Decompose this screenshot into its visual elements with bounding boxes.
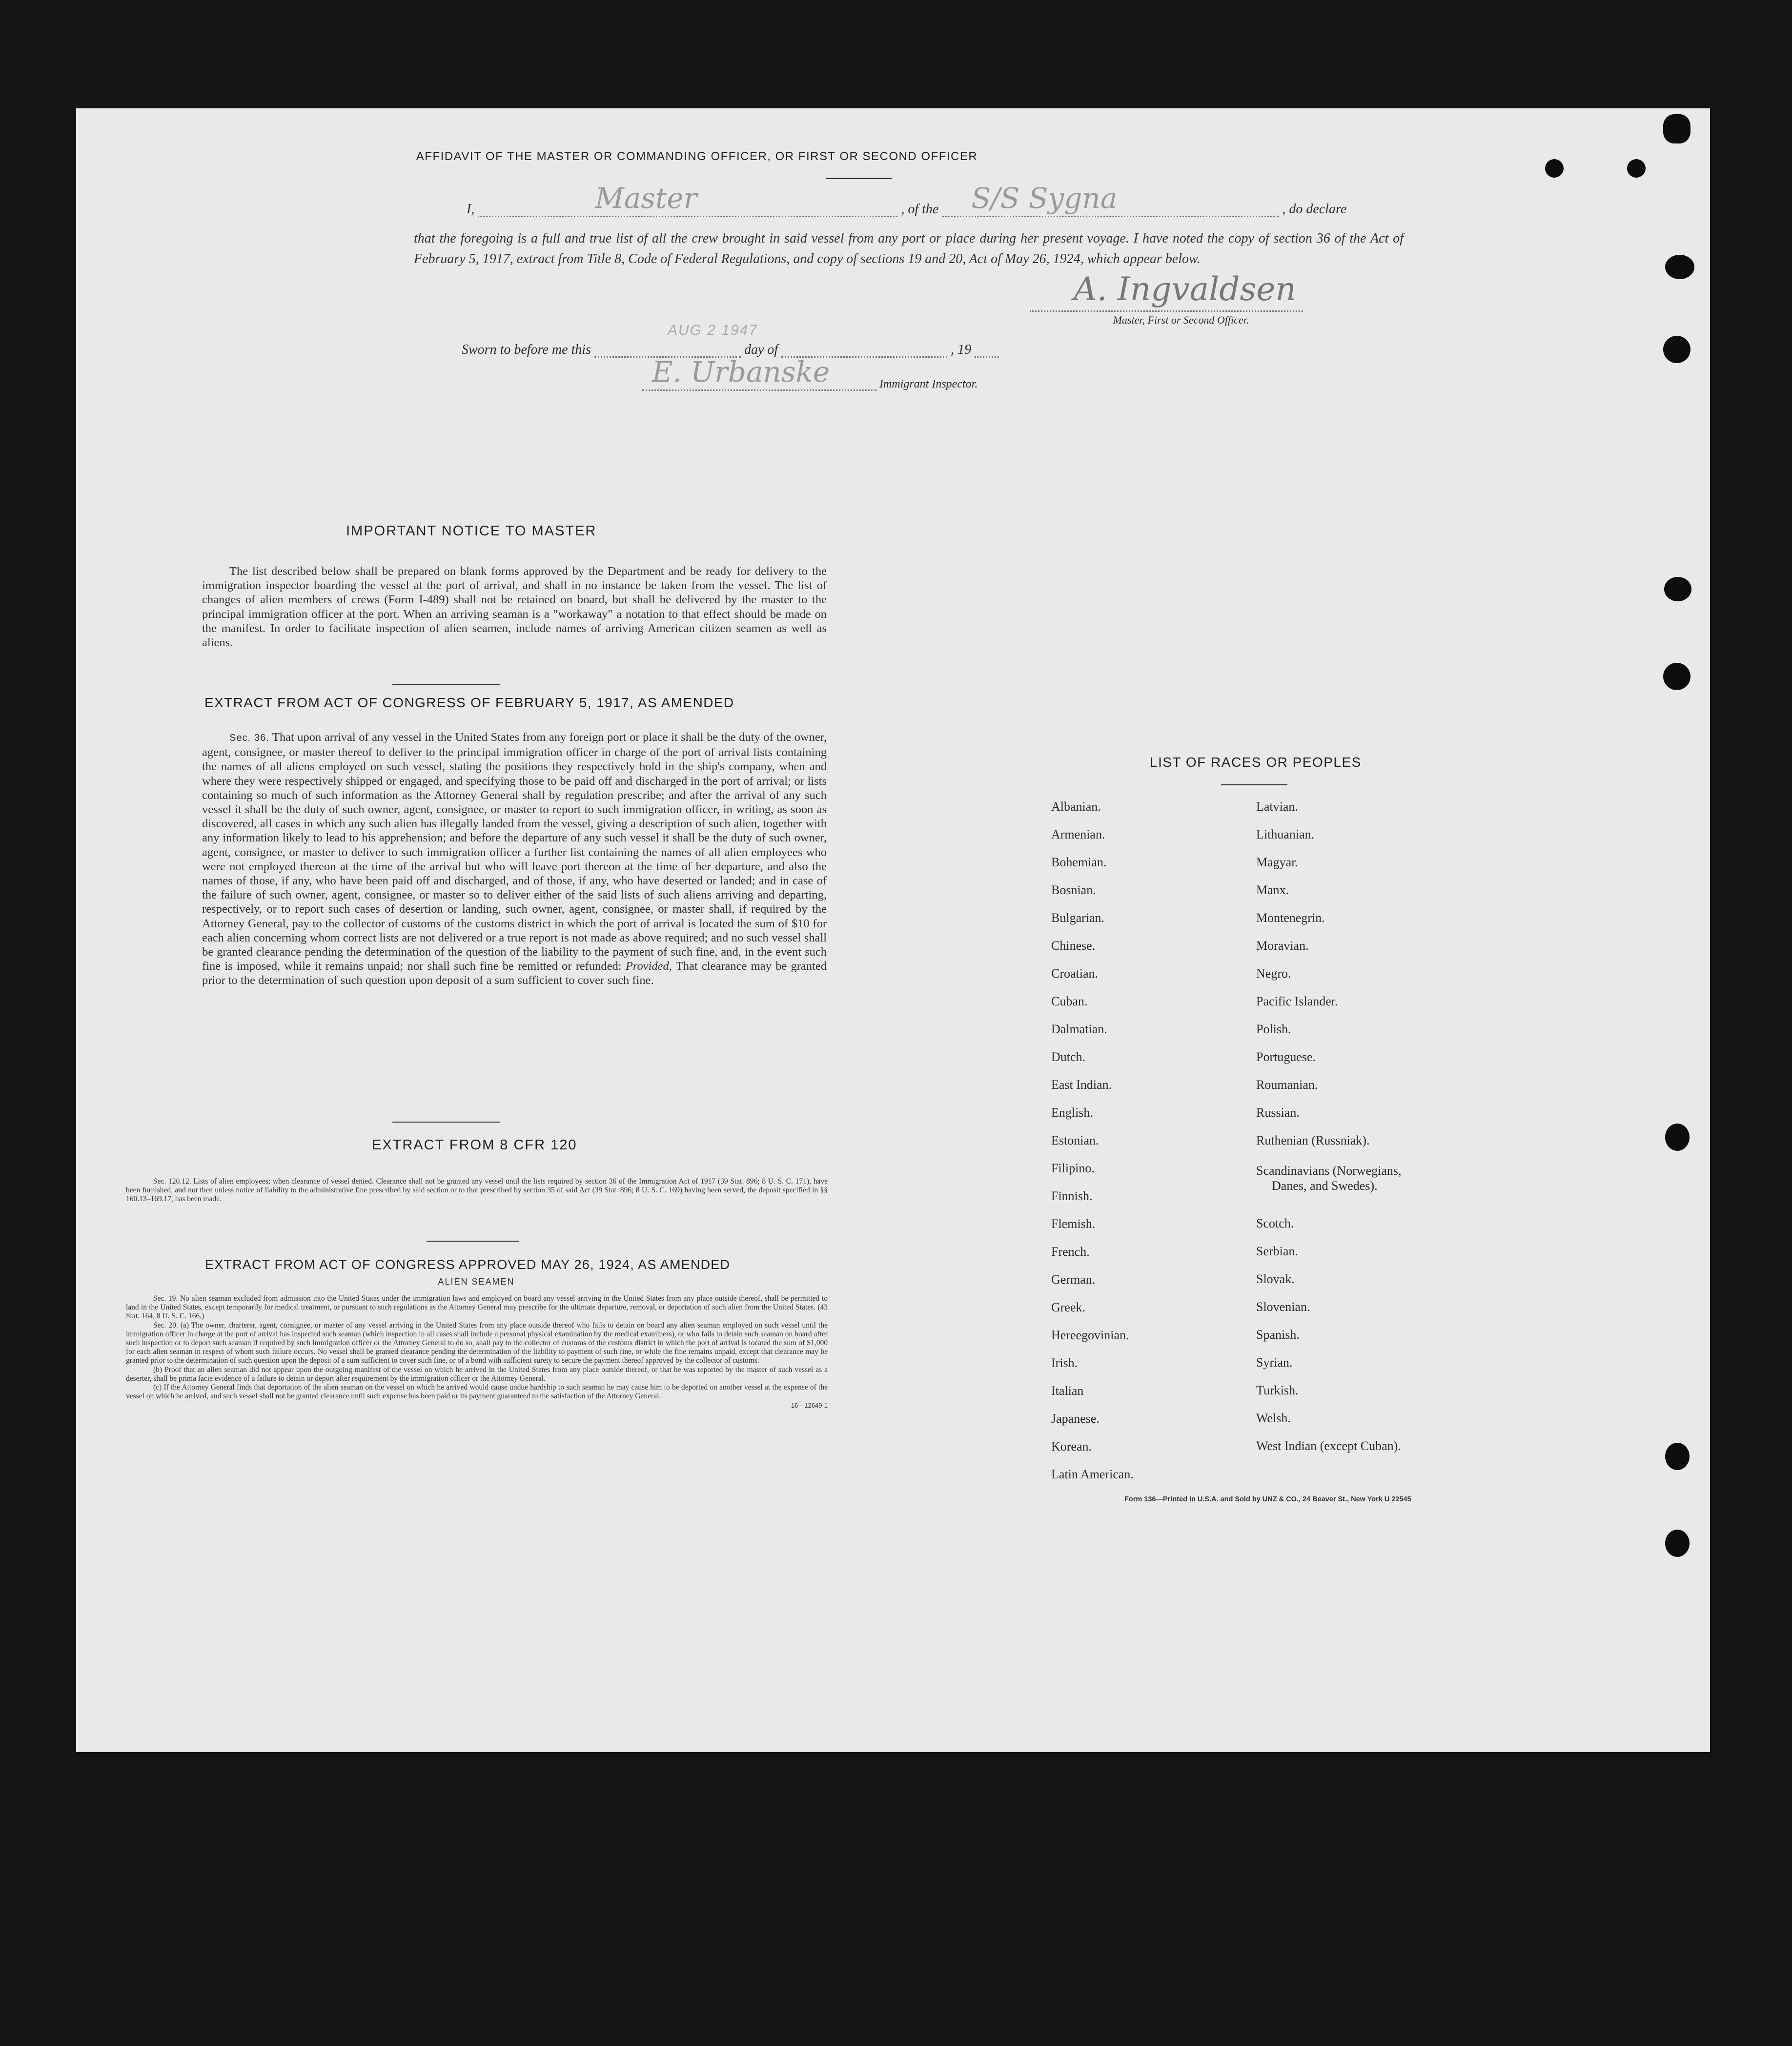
punch-hole [1665,255,1694,279]
punch-hole [1663,114,1690,143]
inspector-label: Immigrant Inspector. [879,378,978,390]
affidavit-title: AFFIDAVIT OF THE MASTER OR COMMANDING OFFICER, OR FIRST OR SECOND OFFICER [416,150,978,163]
date-stamp: AUG 2 1947 [667,322,758,338]
race-item: Russian. [1256,1105,1300,1120]
sworn-year-field [975,342,999,358]
race-item: Irish. [1051,1356,1078,1370]
race-item: Latin American. [1051,1467,1134,1481]
year-prefix: , 19 [951,342,972,357]
race-item: Spanish. [1256,1328,1300,1342]
race-item: Slovak. [1256,1272,1295,1286]
extract-1917-title: EXTRACT FROM ACT OF CONGRESS OF FEBRUARY 5, 1917, AS AMENDED [204,695,734,710]
extract-cfr-title: EXTRACT FROM 8 CFR 120 [372,1137,577,1153]
race-item: Bohemian. [1051,855,1107,869]
proviso-text: That clearance may be granted prior to the determination of such question upon deposit of a sum sufficient to cover such fine. [202,960,827,987]
vessel-name-handwritten: S/S Sygna [971,182,1118,215]
race-item: Negro. [1256,966,1291,981]
race-item: Japanese. [1051,1412,1100,1426]
inspector-line [642,355,978,391]
notice-title: IMPORTANT NOTICE TO MASTER [346,523,597,539]
race-item: French. [1051,1245,1090,1259]
punch-hole [1665,1124,1690,1151]
punch-hole [1665,1530,1690,1557]
officer-title-field [478,182,897,217]
race-item: Cuban. [1051,994,1088,1008]
race-item: Roumanian. [1256,1078,1318,1092]
master-signature-block [1030,270,1303,327]
race-item: Lithuanian. [1256,827,1315,841]
race-item: Bosnian. [1051,883,1096,897]
master-signature: A. Ingvaldsen [1074,270,1296,308]
race-item: Scotch. [1256,1216,1294,1230]
race-item: Dutch. [1051,1050,1086,1064]
race-item: Croatian. [1051,966,1099,981]
extract-1924-title: EXTRACT FROM ACT OF CONGRESS APPROVED MAY 26, 1924, AS AMENDED [205,1257,731,1272]
divider [392,684,500,685]
race-item: Danes, and Swedes). [1272,1179,1378,1193]
race-item: West Indian (except Cuban). [1256,1439,1401,1453]
i-label: I, [467,202,475,217]
extract-1924-body [126,1294,828,1409]
divider [826,178,892,179]
race-item: Welsh. [1256,1411,1291,1425]
race-item: Syrian. [1256,1355,1293,1370]
divider [1221,784,1287,785]
extract-1917-body [202,730,827,988]
race-item: Montenegrin. [1256,911,1325,925]
notice-body: The list described below shall be prepared on blank forms approved by the Department and be ready for delivery to the immigration inspector boarding the vessel at the port of arrival, and shall in no instance be taken from the vessel. The list of changes of alien members of crews (Form I-489) shall not be retained on board, but shall be delivered by the master to the principal immigration officer at the port. When an arriving seaman is a "workaway" a notation to that effect should be made on the manifest. In order to facilitate inspection of alien seamen, include names of arriving American citizen seamen as well as aliens. [202,565,827,650]
sec-20a-text: Sec. 20. (a) The owner, charterer, agent, consignee, or master of any vessel arriving in the United States from any place outside thereof who fails to detain on board any alien seaman employed on such vessel until the immigration officer in charge at the port of arrival has inspected such seaman (which inspection in all cases shall include a personal physical examination by the medical examiners), or who fails to detain such seaman on board after such inspection or to deport such seaman if required by such immigration officer or the Attorney General to do so, shall pay to the collector of customs of the customs district in which the port of arrival is located the sum of $1,000 for each alien seaman in respect of whom such failure occurs. No vessel shall be granted clearance pending the determination of the liability to payment of such fine, or while the fine remains unpaid, except that clearance may be granted prior to the determination of such question upon the deposit of a sum sufficient to cover such fine, or of a bond with sufficient surety to secure the payment thereof approved by the collector of customs. [126,1321,828,1365]
divider [392,1122,500,1123]
race-item: Armenian. [1051,827,1105,841]
race-item: Ruthenian (Russniak). [1256,1133,1370,1147]
proviso-label: Provided, [625,960,672,973]
punch-hole [1664,577,1691,601]
sec-19-text: Sec. 19. No alien seaman excluded from admission into the United States under the immigration laws and employed on board any vessel arriving in the United States from any place outside thereof, shall be permitted to land in the United States, except temporarily for medical treatment, or pursuant to such regulations as the Attorney General may prescribe for the ultimate departure, removal, or deportation of such alien from the United States. (43 Stat. 164, 8 U. S. C. 166.) [126,1294,828,1321]
day-of-label: day of [744,342,778,357]
race-item: Slovenian. [1256,1300,1310,1314]
sec-36-text: That upon arrival of any vessel in the United States from any foreign port or place it shall be the duty of the owner, agent, consignee, or master thereof to deliver to the principal immigration officer in charge of the port of arrival lists containing the names of all aliens employed on such vessel, stating the positions they respectively hold in the ship's company, when and where they were respectively shipped or engaged, and specifying those to be paid off and discharged in the port of arrival; or lists containing so much of such information as the Attorney General shall by regulation prescribe; and after the arrival of any such vessel it shall be the duty of such owner, agent, consignee, or master to report to such immigration officer, in writing, as soon as discovered, all cases in which any such alien has illegally landed from the vessel, giving a description of such alien, together with any information likely to lead to his apprehension; and before the departure of any such vessel it shall be the duty of such owner, agent, consignee, or master to deliver to such immigration officer a further list containing the names of all alien employees who were not employed thereon at the time of the arrival but who will leave port thereon at the time of her departure, and also the names of those, if any, who have been paid off and discharged, and of those, if any, who have deserted or landed; and in case of the failure of such owner, agent, consignee, or master so to deliver either of the said lists of such aliens arriving and departing, respectively, or to report such cases of desertion or landing, such owner, agent, consignee, or master shall, if required by the Attorney General, pay to the collector of customs of the customs district in which the port of arrival is located the sum of $10 for each alien concerning whom correct lists are not delivered or a true report is not made as above required; and no such vessel shall be granted clearance pending the determination of the question of the liability to the payment of such fine, and, in the event such fine is imposed, while it remains unpaid; nor shall such fine be remitted or refunded: [202,731,827,973]
vessel-name-field [942,182,1279,217]
of-the-label: , of the [901,202,939,217]
officer-title-handwritten: Master [595,182,697,215]
extract-1924-subtitle: ALIEN SEAMEN [438,1277,515,1287]
form-number: 16—12649-1 [791,1402,828,1410]
race-item: Italian [1051,1384,1084,1398]
sec-20c-text: (c) If the Attorney General finds that deportation of the alien seaman on the vessel on which he arrived would cause undue hardship to such seaman he may cause him to be deported on another vessel at the expense of the vessel on which he arrived, and such vessel shall not be granted clearance until such expense has been paid or its payment guaranteed to the satisfaction of the Attorney General. [126,1383,828,1401]
master-signature-label: Master, First or Second Officer. [1113,314,1249,326]
sec-20b-text: (b) Proof that an alien seaman did not appear upon the outgoing manifest of the vessel on which he arrived in the United States from any place outside thereof, or that he was reported by the master of such vessel as a deserter, shall be prima facie evidence of a failure to detain or deport after requirement by the immigration officer or the Attorney General. [126,1365,828,1383]
races-title: LIST OF RACES OR PEOPLES [1150,755,1362,770]
punch-hole [1545,159,1564,178]
race-item: English. [1051,1105,1093,1120]
race-item: Turkish. [1256,1383,1299,1397]
sworn-label: Sworn to before me this [462,342,591,357]
race-item: Hereegovinian. [1051,1328,1129,1342]
inspector-signature: E. Urbanske [652,355,830,389]
race-item: East Indian. [1051,1078,1112,1092]
race-item: Flemish. [1051,1217,1096,1231]
declaration-line [467,182,1404,217]
race-item: Scandinavians (Norwegians, [1256,1164,1402,1178]
race-item: Albanian. [1051,799,1101,814]
race-item: Chinese. [1051,939,1096,953]
race-item: Dalmatian. [1051,1022,1107,1036]
race-item: Portuguese. [1256,1050,1316,1064]
race-item: Manx. [1256,883,1289,897]
do-declare-label: , do declare [1282,202,1347,217]
document-page [76,108,1710,1752]
form-footer: Form 136—Printed in U.S.A. and Sold by UNZ & CO., 24 Beaver St., New York U 22545 [1124,1495,1411,1503]
divider [427,1241,519,1242]
race-item: German. [1051,1272,1096,1287]
punch-hole [1627,159,1646,178]
punch-hole [1665,1443,1690,1470]
sec-36-label: Sec. 36. [229,733,269,743]
punch-hole [1663,663,1690,690]
race-item: Pacific Islander. [1256,994,1338,1008]
affidavit-body: that the foregoing is a full and true list of all the crew brought in said vessel from any port or place during her present voyage. I have noted the copy of section 36 of the Act of February 5, 1917, extract from Title 8, Code of Federal Regulations, and copy of sections 19 and 20, Act of May 26, 1924, which appear below. [414,231,1404,266]
race-item: Estonian. [1051,1133,1099,1147]
race-item: Latvian. [1256,799,1298,814]
extract-cfr-body: Sec. 120.12. Lists of alien employees; when clearance of vessel denied. Clearance shall not be granted any vessel until the lists required by section 36 of the Immigration Act of 1917 (39 Stat. 896; 8 U. S. C. 171), have been furnished, and not then unless notice of liability to the administrative fine prescribed by said section or to that prescribed by section 35 of said Act (39 Stat. 896; 8 U. S. C. 169) having been served, the deposit specified in §§ 160.13–169.17, has been made. [126,1177,828,1204]
race-item: Polish. [1256,1022,1291,1036]
race-item: Filipino. [1051,1161,1095,1175]
race-item: Korean. [1051,1439,1092,1453]
race-item: Bulgarian. [1051,911,1105,925]
race-item: Greek. [1051,1300,1086,1314]
race-item: Serbian. [1256,1244,1298,1258]
race-item: Finnish. [1051,1189,1093,1203]
inspector-signature-field [642,355,876,391]
race-item: Moravian. [1256,939,1309,953]
punch-hole [1663,336,1690,363]
race-item: Magyar. [1256,855,1298,869]
